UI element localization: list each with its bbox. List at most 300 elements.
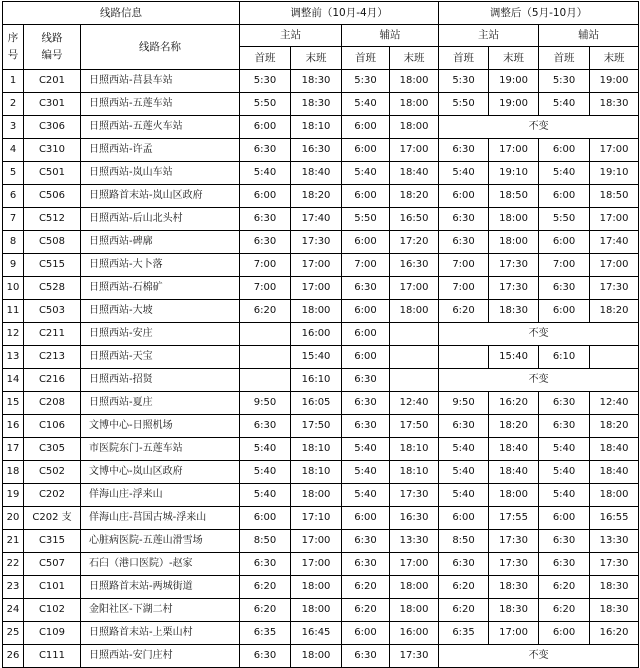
before-aux-first-cell: 6:30 <box>342 392 390 415</box>
after-main-last-cell: 17:30 <box>489 254 539 277</box>
after-main-last-cell: 15:40 <box>489 346 539 369</box>
before-aux-last-cell: 17:00 <box>390 277 439 300</box>
after-aux-first-cell: 6:00 <box>539 139 590 162</box>
before-main-last-cell: 18:10 <box>291 438 342 461</box>
after-main-last-cell: 17:30 <box>489 530 539 553</box>
before-aux-first-cell: 6:00 <box>342 116 390 139</box>
route-name-cell: 佯海山庄-浮来山 <box>81 484 240 507</box>
after-aux-last-cell: 16:20 <box>590 622 639 645</box>
after-main-first-header: 首班 <box>439 47 489 70</box>
after-main-first-cell: 5:40 <box>439 162 489 185</box>
route-name-cell: 日照路首末站-上栗山村 <box>81 622 240 645</box>
route-name-cell: 日照西站-岚山车站 <box>81 162 240 185</box>
before-aux-first-cell: 6:30 <box>342 369 390 392</box>
before-aux-first-cell: 6:30 <box>342 645 390 668</box>
before-aux-first-cell: 6:00 <box>342 622 390 645</box>
after-main-last-cell: 17:30 <box>489 553 539 576</box>
before-main-last-cell: 16:30 <box>291 139 342 162</box>
before-aux-last-cell: 18:00 <box>390 599 439 622</box>
table-row <box>3 93 639 116</box>
seq-cell: 21 <box>3 530 24 553</box>
before-aux-first-cell: 6:00 <box>342 139 390 162</box>
table-row <box>3 392 639 415</box>
after-aux-first-cell: 5:50 <box>539 208 590 231</box>
seq-cell: 1 <box>3 70 24 93</box>
after-aux-first-cell: 6:30 <box>539 392 590 415</box>
before-main-first-cell: 6:30 <box>240 139 291 162</box>
route-code-cell: C211 <box>24 323 81 346</box>
seq-cell: 16 <box>3 415 24 438</box>
seq-cell: 3 <box>3 116 24 139</box>
seq-cell: 20 <box>3 507 24 530</box>
before-main-last-cell: 18:00 <box>291 599 342 622</box>
after-main-header: 主站 <box>439 25 539 47</box>
table-row <box>3 185 639 208</box>
before-main-first-cell <box>240 323 291 346</box>
before-aux-first-cell: 6:20 <box>342 576 390 599</box>
route-name-cell: 金阳社区-下湖二村 <box>81 599 240 622</box>
after-main-first-cell: 6:30 <box>439 415 489 438</box>
after-main-last-header: 末班 <box>489 47 539 70</box>
table-row <box>3 277 639 300</box>
table-row <box>3 162 639 185</box>
after-aux-last-cell: 12:40 <box>590 392 639 415</box>
after-aux-last-cell: 17:30 <box>590 277 639 300</box>
before-main-last-cell: 18:30 <box>291 93 342 116</box>
after-main-first-cell: 7:00 <box>439 254 489 277</box>
before-aux-first-cell: 7:00 <box>342 254 390 277</box>
after-main-first-cell: 5:40 <box>439 461 489 484</box>
after-aux-last-cell: 17:00 <box>590 208 639 231</box>
after-aux-last-cell: 18:30 <box>590 93 639 116</box>
table-row <box>3 553 639 576</box>
after-aux-last-cell: 17:00 <box>590 254 639 277</box>
before-aux-last-cell: 18:10 <box>390 461 439 484</box>
route-code-cell: C528 <box>24 277 81 300</box>
before-aux-last-cell: 18:10 <box>390 438 439 461</box>
before-main-first-cell: 6:30 <box>240 231 291 254</box>
route-code-cell: C508 <box>24 231 81 254</box>
before-main-last-cell: 18:00 <box>291 484 342 507</box>
table-row <box>3 599 639 622</box>
before-aux-first-cell: 5:50 <box>342 208 390 231</box>
before-main-last-header: 末班 <box>291 47 342 70</box>
route-code-cell: C507 <box>24 553 81 576</box>
table-row <box>3 369 639 392</box>
after-aux-header: 辅站 <box>539 25 639 47</box>
before-aux-last-cell: 16:50 <box>390 208 439 231</box>
before-main-last-cell: 18:10 <box>291 116 342 139</box>
before-main-first-cell: 8:50 <box>240 530 291 553</box>
after-aux-first-header: 首班 <box>539 47 590 70</box>
route-code-cell: C208 <box>24 392 81 415</box>
before-main-first-cell: 7:00 <box>240 277 291 300</box>
before-main-first-cell: 6:20 <box>240 599 291 622</box>
after-aux-first-cell: 5:40 <box>539 93 590 116</box>
before-aux-last-cell: 18:00 <box>390 116 439 139</box>
after-main-first-cell <box>439 346 489 369</box>
after-aux-first-cell: 6:00 <box>539 185 590 208</box>
table-row <box>3 622 639 645</box>
before-aux-first-cell: 5:40 <box>342 438 390 461</box>
table-row <box>3 346 639 369</box>
after-adjustment-header: 调整后（5月-10月） <box>439 2 639 25</box>
after-main-last-cell: 18:20 <box>489 415 539 438</box>
route-info-header: 线路信息 <box>3 2 240 25</box>
before-aux-last-cell: 17:50 <box>390 415 439 438</box>
route-name-cell: 文博中心-日照机场 <box>81 415 240 438</box>
seq-cell: 14 <box>3 369 24 392</box>
before-aux-header: 辅站 <box>342 25 439 47</box>
name-header: 线路名称 <box>81 25 240 70</box>
table-row <box>3 300 639 323</box>
seq-cell: 25 <box>3 622 24 645</box>
before-aux-first-cell: 5:30 <box>342 70 390 93</box>
after-aux-last-cell: 18:40 <box>590 438 639 461</box>
before-aux-first-cell: 6:00 <box>342 300 390 323</box>
before-aux-first-cell: 6:30 <box>342 415 390 438</box>
seq-cell: 6 <box>3 185 24 208</box>
before-aux-last-cell: 17:30 <box>390 645 439 668</box>
before-main-first-cell: 6:30 <box>240 208 291 231</box>
after-main-first-cell: 6:20 <box>439 300 489 323</box>
route-name-cell: 日照西站-五莲车站 <box>81 93 240 116</box>
before-main-header: 主站 <box>240 25 342 47</box>
route-name-cell: 日照西站-招贤 <box>81 369 240 392</box>
route-code-cell: C102 <box>24 599 81 622</box>
before-aux-first-cell: 6:30 <box>342 277 390 300</box>
before-aux-last-cell <box>390 323 439 346</box>
route-name-cell: 日照西站-五莲火车站 <box>81 116 240 139</box>
after-aux-first-cell: 5:30 <box>539 70 590 93</box>
route-name-cell: 石臼（港口医院）-赵家 <box>81 553 240 576</box>
before-main-last-cell: 16:00 <box>291 323 342 346</box>
after-aux-last-cell: 18:30 <box>590 576 639 599</box>
before-main-last-cell: 17:30 <box>291 231 342 254</box>
after-aux-first-cell: 6:30 <box>539 530 590 553</box>
after-main-last-cell: 18:00 <box>489 484 539 507</box>
before-adjustment-header: 调整前（10月-4月） <box>240 2 439 25</box>
before-main-last-cell: 18:00 <box>291 576 342 599</box>
before-aux-last-cell: 17:00 <box>390 553 439 576</box>
after-main-last-cell: 18:40 <box>489 461 539 484</box>
after-main-last-cell: 17:30 <box>489 277 539 300</box>
route-code-cell: C506 <box>24 185 81 208</box>
before-aux-first-cell: 5:40 <box>342 461 390 484</box>
before-aux-first-header: 首班 <box>342 47 390 70</box>
route-code-cell: C501 <box>24 162 81 185</box>
before-aux-last-header: 末班 <box>390 47 439 70</box>
after-aux-first-cell: 6:00 <box>539 231 590 254</box>
route-name-cell: 日照西站-大坡 <box>81 300 240 323</box>
after-main-first-cell: 7:00 <box>439 277 489 300</box>
route-code-cell: C202 支 <box>24 507 81 530</box>
before-aux-last-cell: 18:00 <box>390 93 439 116</box>
table-row <box>3 645 639 668</box>
table-row <box>3 438 639 461</box>
before-aux-first-cell: 5:40 <box>342 162 390 185</box>
table-row <box>3 461 639 484</box>
table-row <box>3 70 639 93</box>
after-main-last-cell: 19:00 <box>489 70 539 93</box>
after-aux-last-cell: 18:20 <box>590 415 639 438</box>
table-row <box>3 530 639 553</box>
table-row <box>3 484 639 507</box>
after-main-last-cell: 16:20 <box>489 392 539 415</box>
after-main-last-cell: 18:00 <box>489 208 539 231</box>
after-aux-last-cell <box>590 346 639 369</box>
after-aux-first-cell: 6:00 <box>539 507 590 530</box>
before-aux-last-cell: 17:30 <box>390 484 439 507</box>
table-row <box>3 507 639 530</box>
route-code-cell: C305 <box>24 438 81 461</box>
route-name-cell: 日照西站-大卜落 <box>81 254 240 277</box>
route-code-cell: C201 <box>24 70 81 93</box>
before-main-first-cell: 6:30 <box>240 415 291 438</box>
after-aux-first-cell: 5:40 <box>539 461 590 484</box>
after-aux-first-cell: 6:20 <box>539 599 590 622</box>
after-aux-first-cell: 6:30 <box>539 277 590 300</box>
before-main-last-cell: 17:00 <box>291 530 342 553</box>
before-main-last-cell: 16:10 <box>291 369 342 392</box>
after-main-first-cell: 5:40 <box>439 484 489 507</box>
after-main-first-cell: 6:20 <box>439 599 489 622</box>
after-aux-last-cell: 19:10 <box>590 162 639 185</box>
after-main-first-cell: 6:00 <box>439 507 489 530</box>
route-name-cell: 日照西站-石棉矿 <box>81 277 240 300</box>
before-main-first-cell: 6:00 <box>240 507 291 530</box>
before-main-last-cell: 17:40 <box>291 208 342 231</box>
before-main-first-header: 首班 <box>240 47 291 70</box>
seq-cell: 23 <box>3 576 24 599</box>
before-aux-last-cell: 17:00 <box>390 139 439 162</box>
after-aux-first-cell: 5:40 <box>539 438 590 461</box>
seq-cell: 7 <box>3 208 24 231</box>
route-code-cell: C109 <box>24 622 81 645</box>
before-main-last-cell: 17:00 <box>291 553 342 576</box>
before-main-first-cell: 6:00 <box>240 116 291 139</box>
before-main-first-cell: 5:40 <box>240 484 291 507</box>
after-aux-first-cell: 5:40 <box>539 484 590 507</box>
after-main-first-cell: 8:50 <box>439 530 489 553</box>
after-aux-first-cell: 6:00 <box>539 622 590 645</box>
table-row <box>3 254 639 277</box>
before-main-first-cell <box>240 369 291 392</box>
after-aux-last-cell: 17:00 <box>590 139 639 162</box>
after-main-first-cell: 9:50 <box>439 392 489 415</box>
unchanged-cell: 不变 <box>439 323 639 346</box>
before-main-last-cell: 18:40 <box>291 162 342 185</box>
route-name-cell: 文博中心-岚山区政府 <box>81 461 240 484</box>
before-main-first-cell: 5:40 <box>240 162 291 185</box>
after-main-first-cell: 6:30 <box>439 139 489 162</box>
before-main-first-cell: 5:50 <box>240 93 291 116</box>
before-main-last-cell: 18:20 <box>291 185 342 208</box>
after-main-last-cell: 17:55 <box>489 507 539 530</box>
after-aux-last-cell: 18:50 <box>590 185 639 208</box>
table-row <box>3 323 639 346</box>
table-row <box>3 139 639 162</box>
before-main-last-cell: 17:00 <box>291 277 342 300</box>
after-aux-first-cell: 5:40 <box>539 162 590 185</box>
route-code-cell: C315 <box>24 530 81 553</box>
before-main-first-cell: 6:30 <box>240 553 291 576</box>
route-code-cell: C111 <box>24 645 81 668</box>
before-aux-first-cell: 5:40 <box>342 93 390 116</box>
seq-cell: 24 <box>3 599 24 622</box>
route-name-cell: 日照西站-安庄 <box>81 323 240 346</box>
after-main-last-cell: 17:00 <box>489 139 539 162</box>
after-aux-first-cell: 6:10 <box>539 346 590 369</box>
route-code-cell: C515 <box>24 254 81 277</box>
route-name-cell: 日照西站-安门庄村 <box>81 645 240 668</box>
before-main-last-cell: 18:00 <box>291 300 342 323</box>
bus-schedule-table <box>2 1 639 668</box>
route-name-cell: 日照路首末站-岚山区政府 <box>81 185 240 208</box>
seq-cell: 12 <box>3 323 24 346</box>
after-aux-last-cell: 16:55 <box>590 507 639 530</box>
before-aux-last-cell <box>390 369 439 392</box>
seq-header: 序号 <box>3 25 24 70</box>
after-aux-first-cell: 6:30 <box>539 415 590 438</box>
before-aux-last-cell: 13:30 <box>390 530 439 553</box>
after-aux-last-cell: 17:30 <box>590 553 639 576</box>
table-row <box>3 415 639 438</box>
route-code-cell: C306 <box>24 116 81 139</box>
before-aux-last-cell: 18:20 <box>390 185 439 208</box>
before-main-first-cell <box>240 346 291 369</box>
seq-cell: 9 <box>3 254 24 277</box>
before-main-first-cell: 6:35 <box>240 622 291 645</box>
after-main-last-cell: 18:30 <box>489 599 539 622</box>
after-main-first-cell: 6:30 <box>439 208 489 231</box>
seq-cell: 26 <box>3 645 24 668</box>
before-aux-first-cell: 6:00 <box>342 346 390 369</box>
seq-cell: 15 <box>3 392 24 415</box>
table-row <box>3 208 639 231</box>
route-code-cell: C202 <box>24 484 81 507</box>
before-aux-last-cell: 17:20 <box>390 231 439 254</box>
seq-cell: 17 <box>3 438 24 461</box>
after-main-first-cell: 5:50 <box>439 93 489 116</box>
unchanged-cell: 不变 <box>439 116 639 139</box>
route-code-cell: C502 <box>24 461 81 484</box>
before-main-last-cell: 15:40 <box>291 346 342 369</box>
before-aux-first-cell: 6:20 <box>342 599 390 622</box>
after-main-first-cell: 6:35 <box>439 622 489 645</box>
seq-cell: 22 <box>3 553 24 576</box>
seq-cell: 13 <box>3 346 24 369</box>
table-row <box>3 116 639 139</box>
before-main-first-cell: 5:40 <box>240 461 291 484</box>
route-name-cell: 日照西站-后山北头村 <box>81 208 240 231</box>
after-main-first-cell: 6:30 <box>439 553 489 576</box>
before-aux-first-cell: 6:00 <box>342 507 390 530</box>
route-name-cell: 日照西站-莒县车站 <box>81 70 240 93</box>
before-main-first-cell: 5:40 <box>240 438 291 461</box>
seq-cell: 4 <box>3 139 24 162</box>
after-aux-last-cell: 18:30 <box>590 599 639 622</box>
after-aux-last-cell: 18:00 <box>590 484 639 507</box>
after-aux-first-cell: 6:00 <box>539 300 590 323</box>
after-main-last-cell: 19:10 <box>489 162 539 185</box>
after-aux-last-cell: 13:30 <box>590 530 639 553</box>
after-main-last-cell: 18:40 <box>489 438 539 461</box>
before-aux-last-cell: 18:00 <box>390 300 439 323</box>
after-aux-first-cell: 6:20 <box>539 576 590 599</box>
route-code-cell: C213 <box>24 346 81 369</box>
seq-cell: 18 <box>3 461 24 484</box>
before-aux-last-cell: 12:40 <box>390 392 439 415</box>
seq-cell: 5 <box>3 162 24 185</box>
before-main-first-cell: 6:00 <box>240 185 291 208</box>
before-main-last-cell: 18:10 <box>291 461 342 484</box>
before-aux-last-cell: 18:40 <box>390 162 439 185</box>
before-aux-first-cell: 6:00 <box>342 231 390 254</box>
before-aux-last-cell: 16:30 <box>390 507 439 530</box>
seq-cell: 10 <box>3 277 24 300</box>
after-main-last-cell: 17:00 <box>489 622 539 645</box>
before-aux-last-cell: 16:00 <box>390 622 439 645</box>
route-name-cell: 日照西站-碑廓 <box>81 231 240 254</box>
schedule-rows <box>3 70 639 668</box>
seq-cell: 19 <box>3 484 24 507</box>
unchanged-cell: 不变 <box>439 369 639 392</box>
unchanged-cell: 不变 <box>439 645 639 668</box>
route-name-cell: 日照西站-天宝 <box>81 346 240 369</box>
seq-cell: 8 <box>3 231 24 254</box>
route-name-cell: 佯海山庄-莒国古城-浮来山 <box>81 507 240 530</box>
before-aux-last-cell: 16:30 <box>390 254 439 277</box>
after-aux-first-cell: 6:30 <box>539 553 590 576</box>
before-main-last-cell: 17:00 <box>291 254 342 277</box>
after-aux-last-cell: 17:40 <box>590 231 639 254</box>
after-aux-last-cell: 18:20 <box>590 300 639 323</box>
before-main-last-cell: 16:45 <box>291 622 342 645</box>
before-main-last-cell: 17:50 <box>291 415 342 438</box>
before-main-first-cell: 6:30 <box>240 645 291 668</box>
seq-cell: 2 <box>3 93 24 116</box>
before-aux-first-cell: 6:00 <box>342 323 390 346</box>
after-main-first-cell: 5:30 <box>439 70 489 93</box>
before-aux-last-cell: 18:00 <box>390 70 439 93</box>
after-main-first-cell: 6:30 <box>439 231 489 254</box>
route-code-cell: C101 <box>24 576 81 599</box>
before-main-last-cell: 17:10 <box>291 507 342 530</box>
before-main-last-cell: 18:30 <box>291 70 342 93</box>
after-main-last-cell: 18:50 <box>489 185 539 208</box>
before-aux-last-cell: 18:00 <box>390 576 439 599</box>
after-main-last-cell: 18:30 <box>489 300 539 323</box>
code-header: 线路编号 <box>24 25 81 70</box>
before-aux-first-cell: 6:30 <box>342 530 390 553</box>
route-name-cell: 日照路首末站-两城街道 <box>81 576 240 599</box>
route-name-cell: 市医院东门-五莲车站 <box>81 438 240 461</box>
before-main-first-cell: 6:20 <box>240 300 291 323</box>
route-name-cell: 日照西站-夏庄 <box>81 392 240 415</box>
after-main-first-cell: 6:00 <box>439 185 489 208</box>
before-main-last-cell: 16:05 <box>291 392 342 415</box>
before-aux-first-cell: 6:30 <box>342 553 390 576</box>
seq-cell: 11 <box>3 300 24 323</box>
before-aux-first-cell: 5:40 <box>342 484 390 507</box>
after-aux-last-cell: 19:00 <box>590 70 639 93</box>
after-aux-last-header: 末班 <box>590 47 639 70</box>
before-aux-first-cell: 6:00 <box>342 185 390 208</box>
after-aux-last-cell: 18:40 <box>590 461 639 484</box>
before-main-first-cell: 6:20 <box>240 576 291 599</box>
route-name-cell: 心脏病医院-五莲山滑雪场 <box>81 530 240 553</box>
